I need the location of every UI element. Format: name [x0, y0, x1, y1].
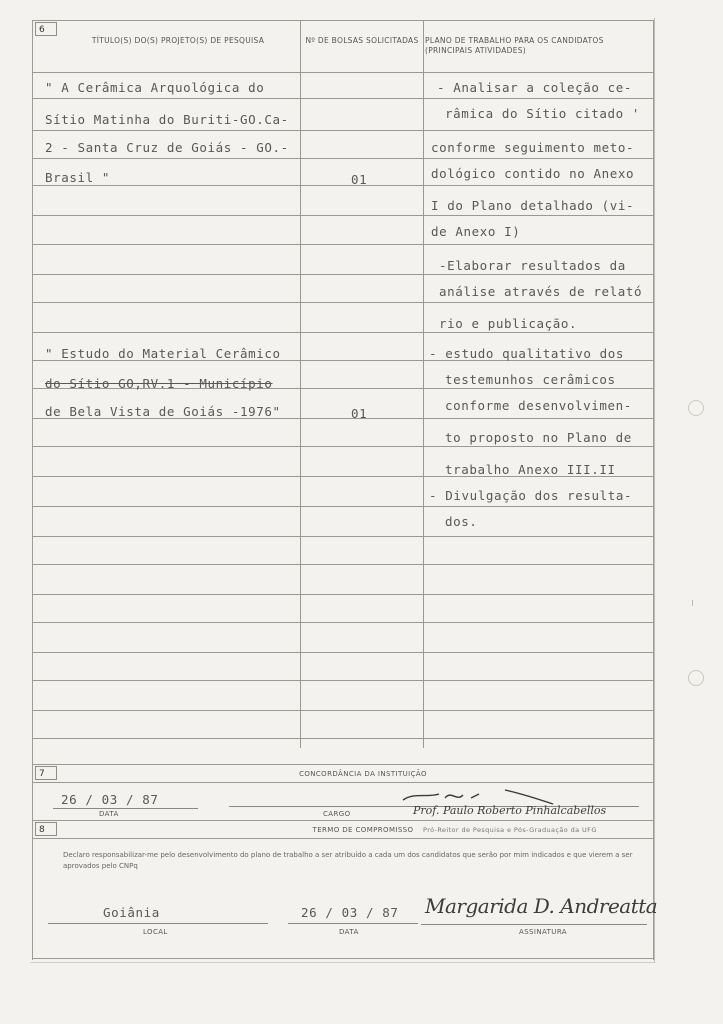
table-row-line — [33, 738, 653, 739]
header-work-plan: PLANO DE TRABALHO PARA OS CANDIDATOS (PRINCIPAIS ATIVIDADES) — [425, 36, 604, 55]
table-row-line — [33, 594, 653, 595]
header-project-titles: TÍTULO(S) DO(S) PROJETO(S) DE PESQUISA — [91, 36, 265, 45]
project-1-title-line: Brasil " — [45, 170, 111, 185]
table-row-line — [33, 274, 653, 275]
table-row-line — [33, 622, 653, 623]
table-row-line — [33, 446, 653, 447]
table-row-line — [33, 244, 653, 245]
work-plan-line: to proposto no Plano de — [445, 430, 632, 445]
termo-local: Goiânia — [103, 905, 160, 920]
header-bolsas: Nº DE BOLSAS SOLICITADAS — [305, 36, 419, 45]
project-1-title-line: 2 - Santa Cruz de Goiás - GO.- — [45, 140, 289, 155]
project-2-title-line: de Bela Vista de Goiás -1976" — [45, 404, 281, 419]
termo-declaration: Declaro responsabilizar-me pelo desenvolvimento do plano de trabalho a ser atribuído a cada um dos candidatos que serão por mim indicados e que vierem a ser aprovados pelo CNPq — [63, 851, 633, 870]
work-plan-line: conforme desenvolvimen- — [445, 398, 632, 413]
punch-hole — [688, 670, 704, 686]
work-plan-line: - estudo qualitativo dos — [429, 346, 625, 361]
concordancia-date-label: DATA — [99, 810, 119, 818]
table-top-border — [33, 20, 653, 21]
termo-date-label: DATA — [339, 928, 359, 936]
paper-mark — [692, 600, 693, 606]
cargo-value: Prof. Paulo Roberto Pinhalcabellos — [413, 804, 607, 817]
coordinator-signature: Margarida D. Andreatta — [425, 894, 658, 918]
table-row-line — [33, 215, 653, 216]
project-2-title-line: do Sítio GO,RV.1 - Município — [45, 376, 273, 391]
section-7-number: 7 — [35, 766, 57, 780]
table-row-line — [33, 506, 653, 507]
section-8-top — [33, 820, 653, 821]
section-7-top — [33, 764, 653, 765]
termo-date: 26 / 03 / 87 — [301, 905, 399, 920]
work-plan-line: análise através de relató — [439, 284, 643, 299]
termo-local-label: LOCAL — [143, 928, 168, 936]
project-1-bolsas: 01 — [351, 172, 368, 187]
work-plan-line: - Analisar a coleção ce- — [437, 80, 633, 95]
signature-line — [421, 924, 647, 925]
table-row-line — [33, 536, 653, 537]
table-row-line — [33, 302, 653, 303]
table-row-line — [33, 680, 653, 681]
work-plan-line: conforme seguimento meto- — [431, 140, 635, 155]
work-plan-line: trabalho Anexo III.II — [445, 462, 616, 477]
table-row-line — [33, 98, 653, 99]
work-plan-line: I do Plano detalhado (vi- — [431, 198, 635, 213]
table-row-line — [33, 652, 653, 653]
work-plan-line: -Elaborar resultados da — [439, 258, 626, 273]
table-row-line — [33, 158, 653, 159]
work-plan-line: de Anexo I) — [431, 224, 521, 239]
section-7-title-line — [33, 782, 653, 783]
cargo-label: CARGO — [323, 810, 351, 818]
project-1-title-line: Sítio Matinha do Buriti-GO.Ca- — [45, 112, 289, 127]
project-2-bolsas: 01 — [351, 406, 368, 421]
project-1-title-line: " A Cerâmica Arquológica do — [45, 80, 265, 95]
punch-hole — [688, 400, 704, 416]
date-line — [53, 808, 198, 809]
termo-date-line — [288, 923, 418, 924]
project-2-title-line: " Estudo do Material Cerâmico — [45, 346, 281, 361]
concordancia-date: 26 / 03 / 87 — [61, 792, 159, 807]
termo-signature-label: ASSINATURA — [519, 928, 567, 936]
form-bottom-border — [33, 958, 653, 959]
work-plan-line: râmica do Sítio citado ' — [445, 106, 641, 121]
work-plan-line: dos. — [445, 514, 478, 529]
section-8-title-line — [33, 838, 653, 839]
concordancia-title: CONCORDÂNCIA DA INSTITUIÇÃO — [299, 770, 427, 778]
bolsas-form — [32, 20, 658, 960]
local-line — [48, 923, 268, 924]
section-6-number: 6 — [35, 22, 57, 36]
termo-title: TERMO DE COMPROMISSO — [312, 826, 414, 834]
work-plan-line: testemunhos cerâmicos — [445, 372, 616, 387]
table-row-line — [33, 185, 653, 186]
table-header-bottom — [33, 72, 653, 73]
table-row-line — [33, 332, 653, 333]
cargo-stamp: Pró-Reitor de Pesquisa e Pós-Graduação da UFG — [423, 826, 597, 834]
work-plan-line: rio e publicação. — [439, 316, 578, 331]
table-row-line — [33, 130, 653, 131]
work-plan-line: dológico contido no Anexo — [431, 166, 635, 181]
work-plan-line: - Divulgação dos resulta- — [429, 488, 633, 503]
table-row-line — [33, 710, 653, 711]
table-row-line — [33, 564, 653, 565]
section-8-number: 8 — [35, 822, 57, 836]
